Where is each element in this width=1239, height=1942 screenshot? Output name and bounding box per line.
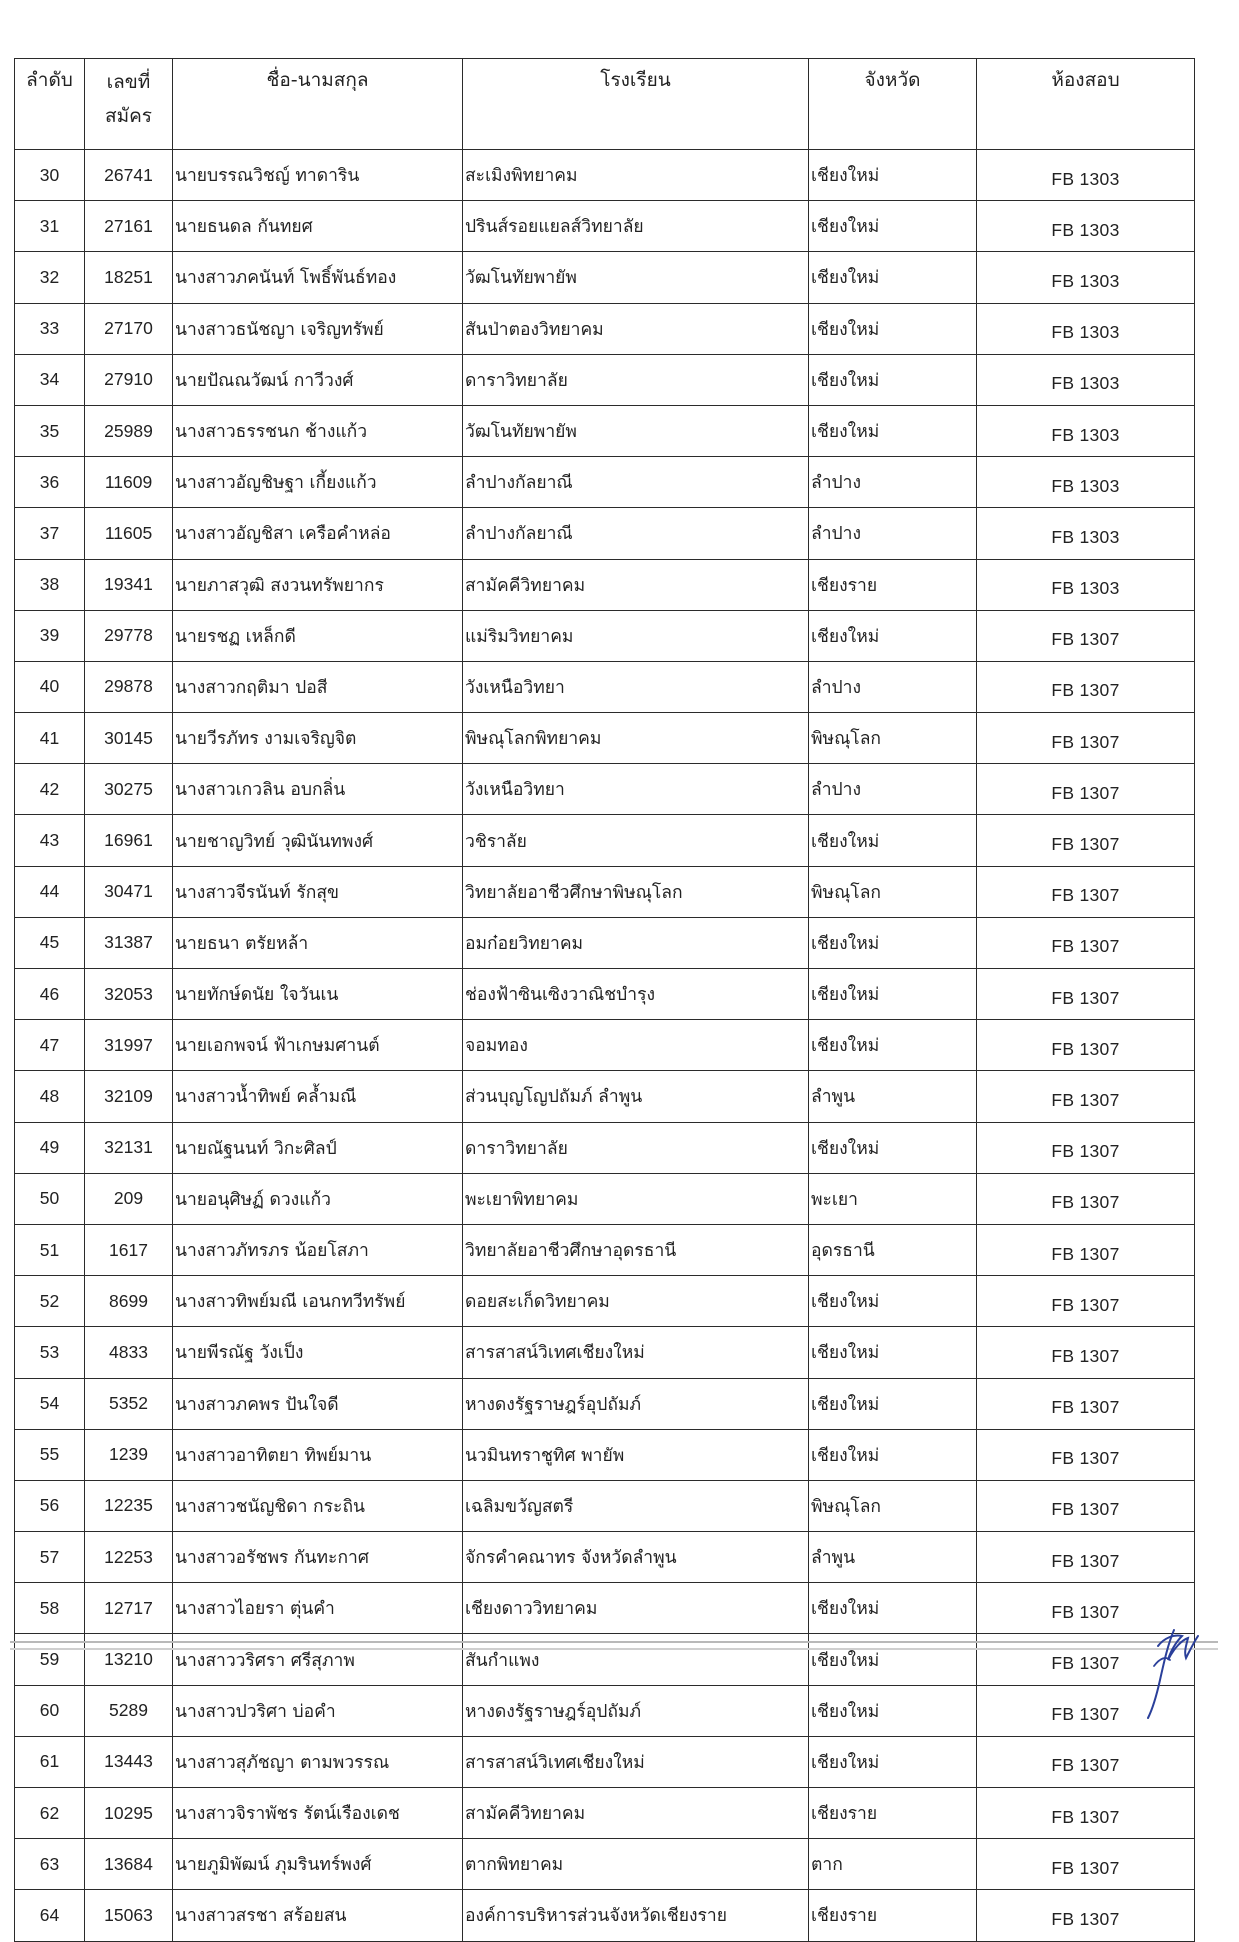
cell-application-number: 16961 xyxy=(85,815,173,866)
cell-exam-room: FB 1303 xyxy=(977,405,1195,456)
cell-application-number: 13443 xyxy=(85,1736,173,1787)
cell-school: ดอยสะเก็ดวิทยาคม xyxy=(463,1276,809,1327)
table-header-row xyxy=(15,59,1195,150)
header-application-number-line1: เลขที่ xyxy=(106,71,151,93)
cell-exam-room: FB 1307 xyxy=(977,969,1195,1020)
table-row xyxy=(15,969,1195,1020)
cell-order: 61 xyxy=(15,1736,85,1787)
cell-exam-room: FB 1303 xyxy=(977,457,1195,508)
cell-name: นางสาวอัญชิษฐา เกี้ยงแก้ว xyxy=(173,457,463,508)
cell-exam-room: FB 1307 xyxy=(977,1276,1195,1327)
cell-school: จักรคำคณาทร จังหวัดลำพูน xyxy=(463,1532,809,1583)
cell-application-number: 32109 xyxy=(85,1071,173,1122)
cell-school: ลำปางกัลยาณี xyxy=(463,508,809,559)
cell-exam-room: FB 1303 xyxy=(977,508,1195,559)
cell-exam-room: FB 1307 xyxy=(977,661,1195,712)
cell-name: นางสาววริศรา ศรีสุภาพ xyxy=(173,1634,463,1685)
cell-province: เชียงใหม่ xyxy=(809,303,977,354)
cell-exam-room: FB 1307 xyxy=(977,713,1195,764)
cell-province: เชียงใหม่ xyxy=(809,405,977,456)
table-row xyxy=(15,150,1195,201)
cell-application-number: 31387 xyxy=(85,917,173,968)
cell-application-number: 15063 xyxy=(85,1890,173,1941)
cell-application-number: 31997 xyxy=(85,1020,173,1071)
cell-name: นายบรรณวิชญ์ ทาดาริน xyxy=(173,150,463,201)
cell-school: สันกำแพง xyxy=(463,1634,809,1685)
cell-exam-room: FB 1303 xyxy=(977,201,1195,252)
cell-school: ตากพิทยาคม xyxy=(463,1839,809,1890)
cell-name: นายพีรณัฐ วังเป็ง xyxy=(173,1327,463,1378)
cell-name: นายปัณณวัฒน์ กาวีวงศ์ xyxy=(173,354,463,405)
cell-application-number: 12235 xyxy=(85,1480,173,1531)
cell-order: 60 xyxy=(15,1685,85,1736)
cell-school: ลำปางกัลยาณี xyxy=(463,457,809,508)
cell-order: 50 xyxy=(15,1173,85,1224)
cell-application-number: 32131 xyxy=(85,1122,173,1173)
cell-application-number: 4833 xyxy=(85,1327,173,1378)
cell-province: เชียงใหม่ xyxy=(809,150,977,201)
cell-application-number: 30275 xyxy=(85,764,173,815)
cell-name: นางสาวสรชา สร้อยสน xyxy=(173,1890,463,1941)
cell-province: ลำพูน xyxy=(809,1532,977,1583)
cell-order: 53 xyxy=(15,1327,85,1378)
cell-name: นางสาวธนัชญา เจริญทรัพย์ xyxy=(173,303,463,354)
table-row xyxy=(15,610,1195,661)
cell-name: นายภาสวุฒิ สงวนทรัพยากร xyxy=(173,559,463,610)
cell-province: พิษณุโลก xyxy=(809,713,977,764)
cell-order: 41 xyxy=(15,713,85,764)
cell-order: 46 xyxy=(15,969,85,1020)
cell-name: นางสาวทิพย์มณี เอนกทวีทรัพย์ xyxy=(173,1276,463,1327)
cell-application-number: 1617 xyxy=(85,1224,173,1275)
cell-order: 36 xyxy=(15,457,85,508)
cell-order: 47 xyxy=(15,1020,85,1071)
header-name: ชื่อ-นามสกุล xyxy=(173,59,463,150)
cell-order: 58 xyxy=(15,1583,85,1634)
cell-exam-room: FB 1303 xyxy=(977,354,1195,405)
table-row xyxy=(15,1224,1195,1275)
cell-application-number: 13684 xyxy=(85,1839,173,1890)
header-province: จังหวัด xyxy=(809,59,977,150)
cell-application-number: 27910 xyxy=(85,354,173,405)
table-row xyxy=(15,764,1195,815)
cell-school: สารสาสน์วิเทศเชียงใหม่ xyxy=(463,1736,809,1787)
cell-name: นายธนดล กันทยศ xyxy=(173,201,463,252)
footer-divider xyxy=(10,1641,1218,1650)
cell-exam-room: FB 1303 xyxy=(977,303,1195,354)
table-row xyxy=(15,866,1195,917)
cell-school: สามัคคีวิทยาคม xyxy=(463,559,809,610)
cell-name: นางสาวปวริศา บ่อคำ xyxy=(173,1685,463,1736)
cell-province: เชียงใหม่ xyxy=(809,610,977,661)
cell-province: เชียงใหม่ xyxy=(809,1583,977,1634)
cell-school: จอมทอง xyxy=(463,1020,809,1071)
cell-province: ลำปาง xyxy=(809,457,977,508)
cell-order: 55 xyxy=(15,1429,85,1480)
cell-order: 59 xyxy=(15,1634,85,1685)
cell-school: สันป่าตองวิทยาคม xyxy=(463,303,809,354)
cell-name: นางสาวอาทิตยา ทิพย์มาน xyxy=(173,1429,463,1480)
cell-province: พิษณุโลก xyxy=(809,866,977,917)
cell-order: 33 xyxy=(15,303,85,354)
cell-application-number: 10295 xyxy=(85,1788,173,1839)
cell-school: ดาราวิทยาลัย xyxy=(463,1122,809,1173)
cell-province: เชียงใหม่ xyxy=(809,1327,977,1378)
cell-application-number: 27161 xyxy=(85,201,173,252)
cell-name: นายณัฐนนท์ วิกะศิลป์ xyxy=(173,1122,463,1173)
cell-name: นางสาวสุภัชญา ตามพวรรณ xyxy=(173,1736,463,1787)
cell-exam-room: FB 1307 xyxy=(977,1122,1195,1173)
cell-application-number: 32053 xyxy=(85,969,173,1020)
cell-name: นายธนา ตรัยหล้า xyxy=(173,917,463,968)
cell-province: เชียงใหม่ xyxy=(809,1685,977,1736)
cell-order: 64 xyxy=(15,1890,85,1941)
cell-order: 56 xyxy=(15,1480,85,1531)
cell-province: เชียงราย xyxy=(809,1788,977,1839)
cell-province: เชียงใหม่ xyxy=(809,917,977,968)
cell-name: นางสาวน้ำทิพย์ คล้ำมณี xyxy=(173,1071,463,1122)
cell-order: 30 xyxy=(15,150,85,201)
cell-school: สามัคคีวิทยาคม xyxy=(463,1788,809,1839)
table-row xyxy=(15,1429,1195,1480)
table-row xyxy=(15,559,1195,610)
cell-exam-room: FB 1307 xyxy=(977,1224,1195,1275)
cell-order: 45 xyxy=(15,917,85,968)
cell-province: ตาก xyxy=(809,1839,977,1890)
cell-exam-room: FB 1307 xyxy=(977,1890,1195,1941)
cell-application-number: 29778 xyxy=(85,610,173,661)
cell-order: 35 xyxy=(15,405,85,456)
cell-school: วังเหนือวิทยา xyxy=(463,764,809,815)
cell-name: นางสาวเกวลิน อบกลิ่น xyxy=(173,764,463,815)
cell-exam-room: FB 1303 xyxy=(977,150,1195,201)
cell-application-number: 12717 xyxy=(85,1583,173,1634)
cell-province: ลำปาง xyxy=(809,508,977,559)
cell-exam-room: FB 1307 xyxy=(977,1071,1195,1122)
cell-name: นายรชฏ เหล็กดี xyxy=(173,610,463,661)
cell-name: นายเอกพจน์ ฟ้าเกษมศานต์ xyxy=(173,1020,463,1071)
cell-province: เชียงใหม่ xyxy=(809,815,977,866)
cell-province: เชียงใหม่ xyxy=(809,1429,977,1480)
cell-school: หางดงรัฐราษฎร์อุปถัมภ์ xyxy=(463,1685,809,1736)
cell-school: ส่วนบุญโญปถัมภ์ ลำพูน xyxy=(463,1071,809,1122)
cell-application-number: 1239 xyxy=(85,1429,173,1480)
cell-application-number: 26741 xyxy=(85,150,173,201)
cell-province: เชียงใหม่ xyxy=(809,1020,977,1071)
cell-school: แม่ริมวิทยาคม xyxy=(463,610,809,661)
header-application-number-line2: สมัคร xyxy=(104,105,153,127)
cell-school: นวมินทราชูทิศ พายัพ xyxy=(463,1429,809,1480)
cell-school: พะเยาพิทยาคม xyxy=(463,1173,809,1224)
cell-school: สะเมิงพิทยาคม xyxy=(463,150,809,201)
cell-name: นายวีรภัทร งามเจริญจิต xyxy=(173,713,463,764)
cell-application-number: 18251 xyxy=(85,252,173,303)
cell-exam-room: FB 1307 xyxy=(977,917,1195,968)
table-row xyxy=(15,1839,1195,1890)
cell-exam-room: FB 1307 xyxy=(977,866,1195,917)
table-row xyxy=(15,1685,1195,1736)
table-row xyxy=(15,1532,1195,1583)
cell-application-number: 30471 xyxy=(85,866,173,917)
cell-province: เชียงใหม่ xyxy=(809,201,977,252)
signature-icon xyxy=(1134,1622,1204,1722)
cell-order: 62 xyxy=(15,1788,85,1839)
table-row xyxy=(15,1480,1195,1531)
table-row xyxy=(15,1736,1195,1787)
cell-application-number: 19341 xyxy=(85,559,173,610)
cell-school: องค์การบริหารส่วนจังหวัดเชียงราย xyxy=(463,1890,809,1941)
cell-order: 44 xyxy=(15,866,85,917)
cell-exam-room: FB 1307 xyxy=(977,1532,1195,1583)
cell-school: เฉลิมขวัญสตรี xyxy=(463,1480,809,1531)
cell-application-number: 11605 xyxy=(85,508,173,559)
cell-order: 52 xyxy=(15,1276,85,1327)
cell-order: 32 xyxy=(15,252,85,303)
cell-order: 48 xyxy=(15,1071,85,1122)
cell-name: นางสาวชนัญชิดา กระถิน xyxy=(173,1480,463,1531)
cell-province: ลำปาง xyxy=(809,661,977,712)
cell-application-number: 5352 xyxy=(85,1378,173,1429)
header-exam-room: ห้องสอบ xyxy=(977,59,1195,150)
header-order: ลำดับ xyxy=(15,59,85,150)
table-row xyxy=(15,303,1195,354)
cell-exam-room: FB 1307 xyxy=(977,1173,1195,1224)
cell-exam-room: FB 1307 xyxy=(977,1429,1195,1480)
table-row xyxy=(15,1122,1195,1173)
cell-province: เชียงใหม่ xyxy=(809,1378,977,1429)
cell-order: 49 xyxy=(15,1122,85,1173)
cell-name: นางสาวไอยรา ตุ่นคำ xyxy=(173,1583,463,1634)
cell-order: 34 xyxy=(15,354,85,405)
table-row xyxy=(15,457,1195,508)
table-row xyxy=(15,661,1195,712)
cell-order: 31 xyxy=(15,201,85,252)
cell-exam-room: FB 1307 xyxy=(977,1327,1195,1378)
cell-exam-room: FB 1307 xyxy=(977,1378,1195,1429)
cell-exam-room: FB 1303 xyxy=(977,559,1195,610)
header-application-number xyxy=(85,59,173,150)
cell-name: นางสาวธรรชนก ช้างแก้ว xyxy=(173,405,463,456)
cell-name: นางสาวจีรนันท์ รักสุข xyxy=(173,866,463,917)
cell-province: พิษณุโลก xyxy=(809,1480,977,1531)
cell-school: สารสาสน์วิเทศเชียงใหม่ xyxy=(463,1327,809,1378)
cell-order: 39 xyxy=(15,610,85,661)
cell-province: ลำปาง xyxy=(809,764,977,815)
cell-school: พิษณุโลกพิทยาคม xyxy=(463,713,809,764)
cell-school: หางดงรัฐราษฎร์อุปถัมภ์ xyxy=(463,1378,809,1429)
cell-application-number: 5289 xyxy=(85,1685,173,1736)
cell-exam-room: FB 1307 xyxy=(977,1480,1195,1531)
cell-exam-room: FB 1307 xyxy=(977,1020,1195,1071)
cell-order: 57 xyxy=(15,1532,85,1583)
cell-application-number: 13210 xyxy=(85,1634,173,1685)
cell-school: วัฒโนทัยพายัพ xyxy=(463,252,809,303)
table-row xyxy=(15,1173,1195,1224)
cell-exam-room: FB 1307 xyxy=(977,815,1195,866)
cell-application-number: 209 xyxy=(85,1173,173,1224)
cell-name: นายภูมิพัฒน์ ภุมรินทร์พงศ์ xyxy=(173,1839,463,1890)
cell-province: เชียงใหม่ xyxy=(809,1736,977,1787)
cell-school: เชียงดาววิทยาคม xyxy=(463,1583,809,1634)
cell-province: เชียงใหม่ xyxy=(809,1122,977,1173)
table-row xyxy=(15,1276,1195,1327)
cell-order: 37 xyxy=(15,508,85,559)
cell-application-number: 30145 xyxy=(85,713,173,764)
cell-province: เชียงราย xyxy=(809,1890,977,1941)
table-row xyxy=(15,405,1195,456)
table-row xyxy=(15,1583,1195,1634)
cell-order: 38 xyxy=(15,559,85,610)
cell-province: เชียงราย xyxy=(809,559,977,610)
cell-application-number: 12253 xyxy=(85,1532,173,1583)
table-row xyxy=(15,713,1195,764)
cell-exam-room: FB 1303 xyxy=(977,252,1195,303)
cell-application-number: 8699 xyxy=(85,1276,173,1327)
table-row xyxy=(15,1020,1195,1071)
cell-province: เชียงใหม่ xyxy=(809,1634,977,1685)
table-body xyxy=(15,150,1195,1942)
cell-province: เชียงใหม่ xyxy=(809,969,977,1020)
table-row xyxy=(15,354,1195,405)
cell-province: เชียงใหม่ xyxy=(809,354,977,405)
table-row xyxy=(15,508,1195,559)
table-row xyxy=(15,252,1195,303)
cell-school: ช่องฟ้าซินเซิงวาณิชบำรุง xyxy=(463,969,809,1020)
cell-exam-room: FB 1307 xyxy=(977,610,1195,661)
cell-school: วชิราลัย xyxy=(463,815,809,866)
cell-exam-room: FB 1307 xyxy=(977,1839,1195,1890)
cell-name: นางสาวอัญชิสา เครือคำหล่อ xyxy=(173,508,463,559)
cell-name: นายชาญวิทย์ วุฒินันทพงศ์ xyxy=(173,815,463,866)
table-row xyxy=(15,1788,1195,1839)
cell-school: ดาราวิทยาลัย xyxy=(463,354,809,405)
cell-name: นายอนุศิษฏ์ ดวงแก้ว xyxy=(173,1173,463,1224)
cell-name: นางสาวจิราพัชร รัตน์เรืองเดช xyxy=(173,1788,463,1839)
cell-school: วังเหนือวิทยา xyxy=(463,661,809,712)
cell-order: 40 xyxy=(15,661,85,712)
cell-province: เชียงใหม่ xyxy=(809,252,977,303)
cell-order: 43 xyxy=(15,815,85,866)
cell-name: นางสาวภคนันท์ โพธิ์พันธ์ทอง xyxy=(173,252,463,303)
cell-application-number: 25989 xyxy=(85,405,173,456)
cell-exam-room: FB 1307 xyxy=(977,1634,1195,1685)
candidate-table xyxy=(14,58,1195,1942)
table-row xyxy=(15,1071,1195,1122)
cell-school: วิทยาลัยอาชีวศึกษาพิษณุโลก xyxy=(463,866,809,917)
table-row xyxy=(15,1378,1195,1429)
cell-exam-room: FB 1307 xyxy=(977,1788,1195,1839)
cell-school: วิทยาลัยอาชีวศึกษาอุดรธานี xyxy=(463,1224,809,1275)
cell-school: อมก๋อยวิทยาคม xyxy=(463,917,809,968)
cell-exam-room: FB 1307 xyxy=(977,764,1195,815)
cell-name: นางสาวภคพร ปันใจดี xyxy=(173,1378,463,1429)
cell-exam-room: FB 1307 xyxy=(977,1685,1195,1736)
cell-application-number: 27170 xyxy=(85,303,173,354)
cell-exam-room: FB 1307 xyxy=(977,1583,1195,1634)
cell-name: นางสาวภัทรภร น้อยโสภา xyxy=(173,1224,463,1275)
cell-application-number: 29878 xyxy=(85,661,173,712)
cell-exam-room: FB 1307 xyxy=(977,1736,1195,1787)
cell-school: ปรินส์รอยแยลส์วิทยาลัย xyxy=(463,201,809,252)
cell-province: พะเยา xyxy=(809,1173,977,1224)
table-row xyxy=(15,1327,1195,1378)
table-row xyxy=(15,201,1195,252)
table-row xyxy=(15,917,1195,968)
cell-order: 51 xyxy=(15,1224,85,1275)
cell-name: นางสาวกฤติมา ปอสี xyxy=(173,661,463,712)
cell-name: นางสาวอรัชพร กันทะกาศ xyxy=(173,1532,463,1583)
cell-province: เชียงใหม่ xyxy=(809,1276,977,1327)
cell-province: อุดรธานี xyxy=(809,1224,977,1275)
cell-name: นายทักษ์ดนัย ใจวันเน xyxy=(173,969,463,1020)
cell-order: 54 xyxy=(15,1378,85,1429)
header-school: โรงเรียน xyxy=(463,59,809,150)
cell-province: ลำพูน xyxy=(809,1071,977,1122)
table-row xyxy=(15,815,1195,866)
cell-application-number: 11609 xyxy=(85,457,173,508)
cell-school: วัฒโนทัยพายัพ xyxy=(463,405,809,456)
cell-order: 63 xyxy=(15,1839,85,1890)
cell-order: 42 xyxy=(15,764,85,815)
table-row xyxy=(15,1890,1195,1941)
